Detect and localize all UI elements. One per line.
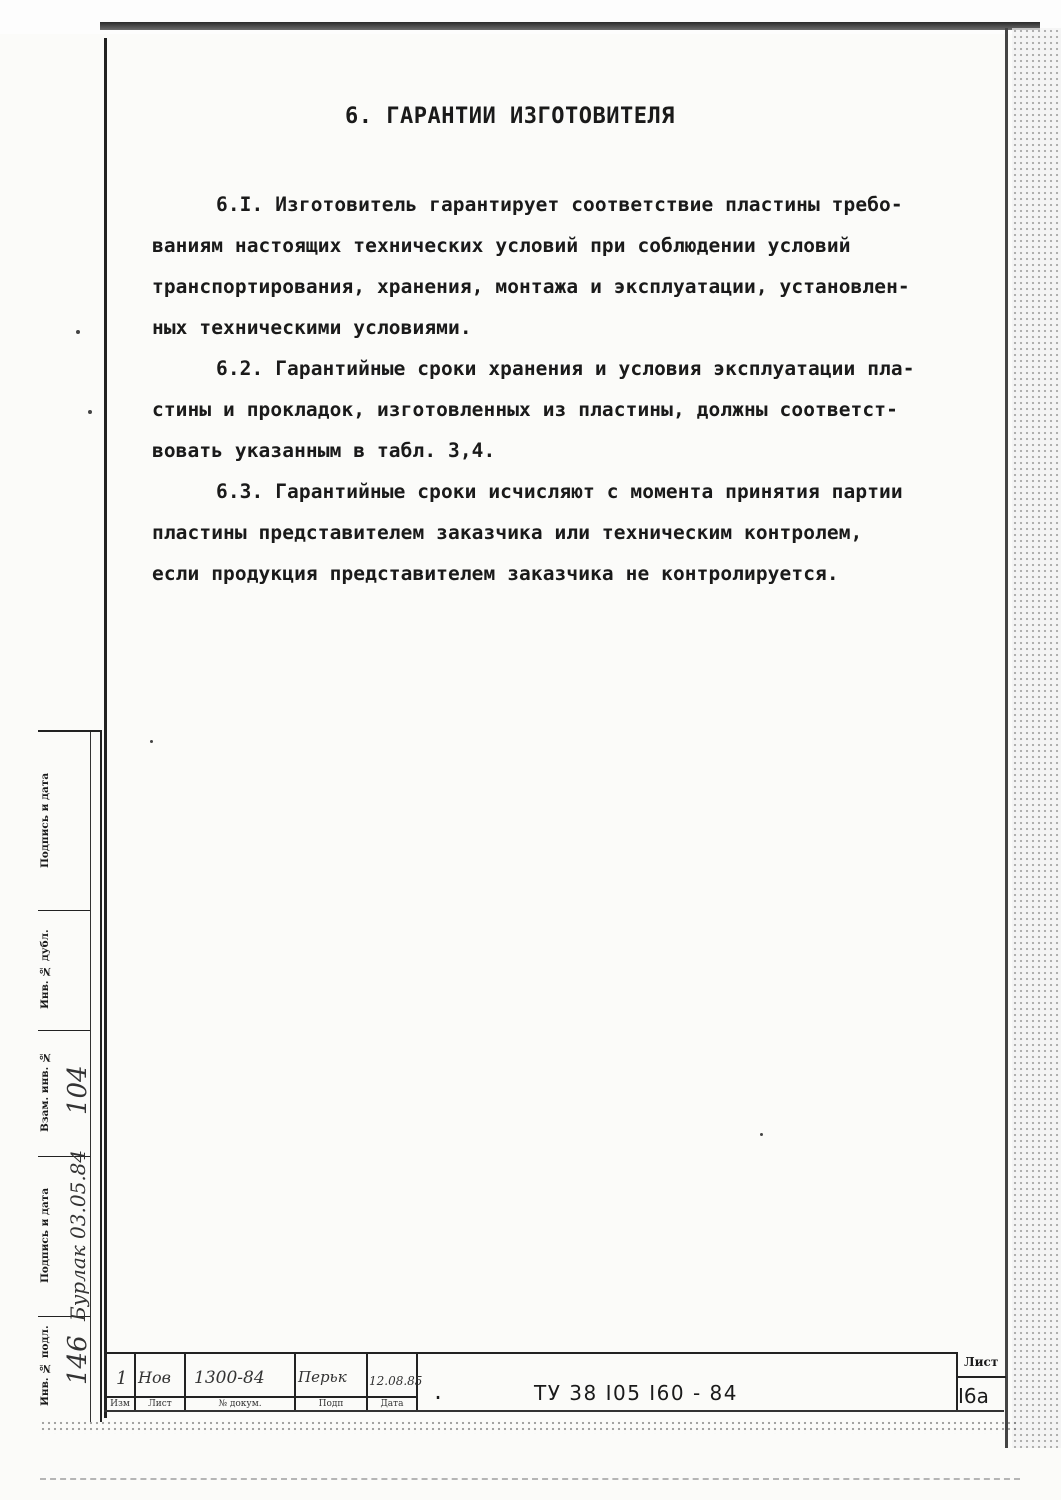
signature-date-handwritten: Бурлак 03.05.84 <box>66 1149 90 1321</box>
title-block-dot: . <box>432 1380 445 1404</box>
section-body <box>152 184 972 594</box>
caption-sheet: Лист <box>148 1399 172 1409</box>
text-line: 6.2. Гарантийные сроки хранения и условия эксплуатации пла- <box>216 357 915 380</box>
right-scan-noise <box>1012 28 1061 1448</box>
text-line: ных техническими условиями. <box>152 316 472 339</box>
sheet-label: Лист <box>964 1355 999 1369</box>
paragraph-6-3 <box>152 471 972 594</box>
paragraph-6-2 <box>152 348 972 471</box>
orig-inv-label: Инв. № подл. <box>39 1325 51 1407</box>
text-line: ваниям настоящих технических условий при соблюдении условий <box>152 234 851 257</box>
top-border-shadow <box>100 22 1040 30</box>
caption-date: Дата <box>380 1399 404 1409</box>
replaced-inv-label: Взам. инв. № <box>39 1051 51 1133</box>
orig-inv-handwritten: 146 <box>63 1335 93 1385</box>
caption-signature: Подп <box>318 1399 344 1409</box>
text-line: транспортирования, хранения, монтажа и эксплуатации, установлен- <box>152 275 910 298</box>
paragraph-6-1 <box>152 184 972 348</box>
title-block-row-line <box>104 1396 416 1398</box>
scan-speck <box>760 1133 763 1136</box>
text-line: если продукция представителем заказчика не контролируется. <box>152 562 839 585</box>
bottom-scan-noise <box>40 1420 1020 1434</box>
text-line: пластины представителем заказчика или техническим контролем, <box>152 521 863 544</box>
scan-speck <box>150 740 153 743</box>
bottom-page-edge <box>40 1478 1020 1480</box>
right-border-line <box>1005 28 1008 1448</box>
text-line: вовать указанным в табл. 3,4. <box>152 439 496 462</box>
text-line: стины и прокладок, изготовленных из пластины, должны соответст- <box>152 398 898 421</box>
document-code: ТУ 38 I05 I60 - 84 <box>534 1381 739 1405</box>
sheet-marker: Нов <box>138 1368 171 1387</box>
dup-inv-label: Инв. № дубл. <box>39 929 51 1009</box>
text-line: 6.I. Изготовитель гарантирует соответствие пластины требо- <box>216 193 903 216</box>
date-handwritten: 12.08.85 <box>369 1374 423 1388</box>
document-number: 1300-84 <box>194 1368 265 1388</box>
section-heading: 6. ГАРАНТИИ ИЗГОТОВИТЕЛЯ <box>345 104 675 129</box>
signature-date-label: Подпись и дата <box>39 772 51 868</box>
signature-date-label-2: Подпись и дата <box>39 1187 51 1283</box>
sheet-separator <box>956 1376 1006 1378</box>
sheet-number: I6а <box>958 1384 989 1408</box>
scan-speck <box>76 330 80 334</box>
caption-doc: № докум. <box>218 1399 262 1409</box>
caption-change: Изм <box>110 1399 130 1409</box>
text-line: 6.3. Гарантийные сроки исчисляют с момента принятия партии <box>216 480 903 503</box>
replaced-inv-handwritten: 104 <box>63 1065 93 1115</box>
signature-handwritten: Перьк <box>298 1368 347 1386</box>
change-number: 1 <box>116 1368 128 1389</box>
